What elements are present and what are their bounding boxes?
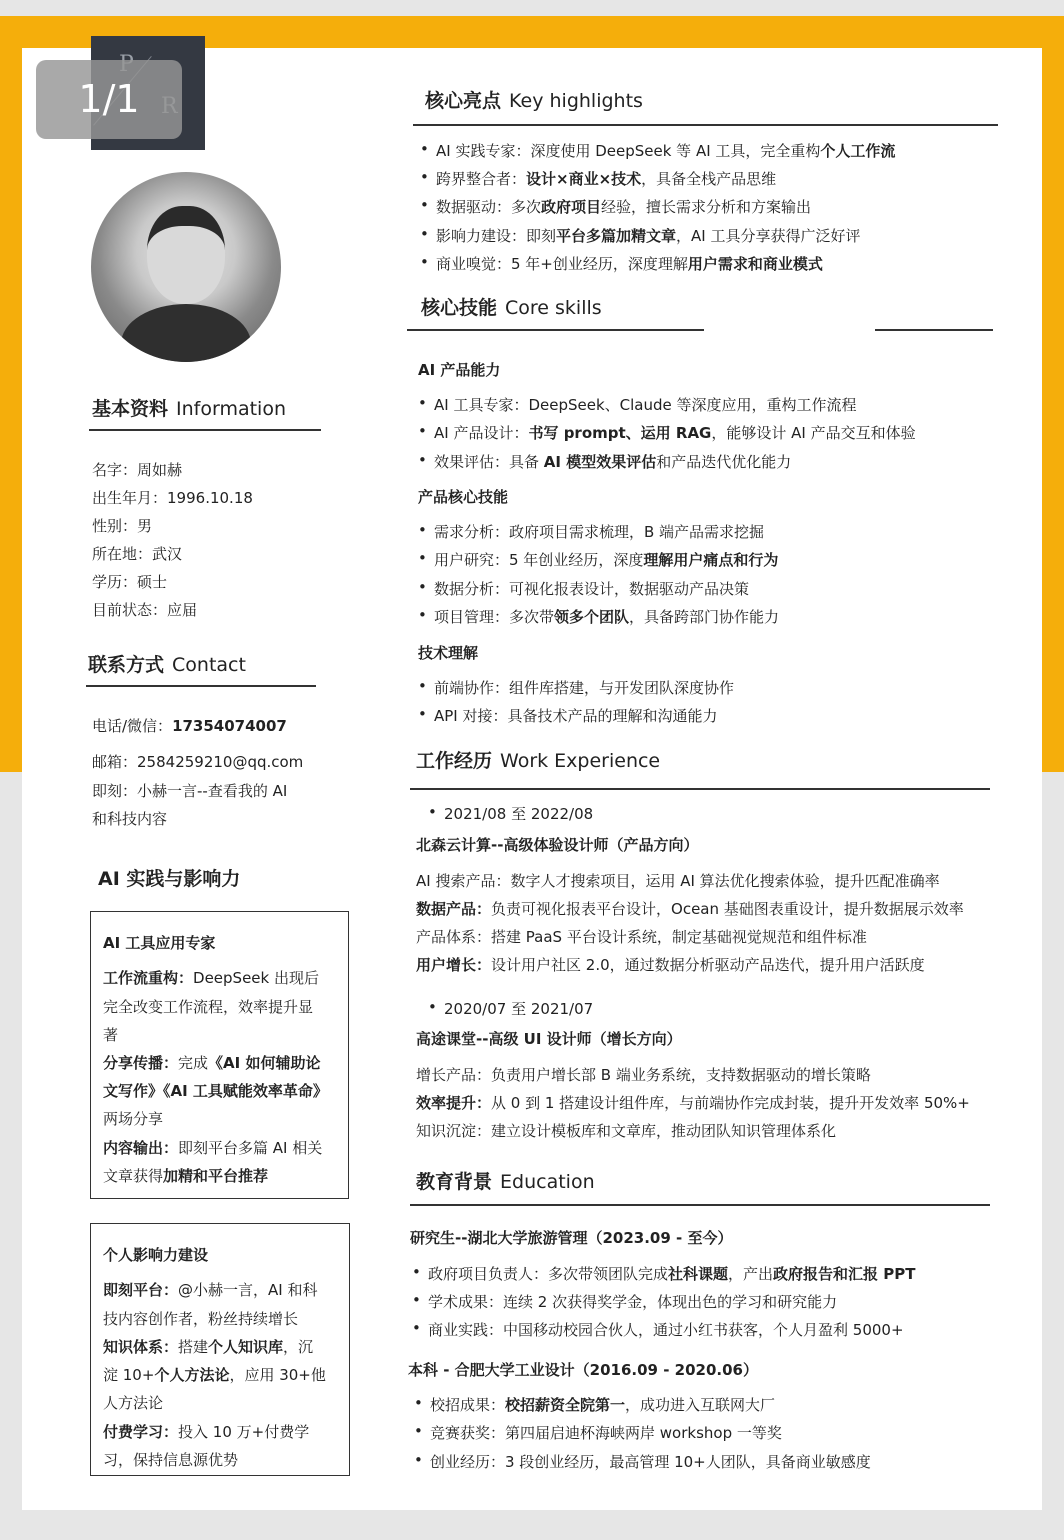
box1-line bbox=[103, 1052, 320, 1073]
info-label: 名字： bbox=[92, 461, 138, 479]
edu-emph: 社科课题 bbox=[668, 1265, 729, 1283]
skills-heading-en: Core skills bbox=[505, 297, 602, 319]
info-value: 1996.10.18 bbox=[167, 489, 253, 507]
skills-heading-zh: 核心技能 bbox=[421, 297, 498, 319]
skill-emph: 领多个团队 bbox=[554, 608, 630, 626]
job-title: 高途课堂--高级 UI 设计师（增长方向） bbox=[416, 1030, 682, 1048]
skill-group-title: AI 产品能力 bbox=[418, 361, 501, 379]
box1-text: 完成 bbox=[178, 1054, 209, 1072]
edu-title: 研究生--湖北大学旅游管理（2023.09 - 至今） bbox=[410, 1229, 733, 1247]
highlight-item bbox=[436, 253, 823, 274]
skills-heading bbox=[421, 293, 602, 320]
highlight-text: 商业嗅觉：5 年+创业经历，深度理解 bbox=[436, 255, 688, 273]
contact-jike-line1: 即刻：小赫一言--查看我的 AI bbox=[92, 782, 288, 800]
job-key: 用户增长： bbox=[416, 956, 492, 974]
box2-key: 付费学习： bbox=[103, 1423, 179, 1441]
highlight-emph: 平台多篇加精文章 bbox=[556, 227, 677, 245]
edu-emph: 政府报告和汇报 PPT bbox=[773, 1265, 916, 1283]
box1-emph: 加精和平台推荐 bbox=[163, 1167, 269, 1185]
phone-value: 17354074007 bbox=[172, 717, 287, 735]
edu-item bbox=[428, 1319, 904, 1340]
box1-key: 内容输出： bbox=[103, 1139, 179, 1157]
job-line bbox=[416, 1064, 871, 1085]
info-location bbox=[92, 543, 182, 564]
practice-heading: AI 实践与影响力 bbox=[98, 868, 241, 890]
edu-text: 校招成果： bbox=[430, 1396, 506, 1414]
info-birth bbox=[92, 487, 253, 508]
edu-item bbox=[428, 1291, 837, 1312]
edu-item bbox=[428, 1263, 916, 1284]
highlight-text: 数据驱动：多次 bbox=[436, 198, 542, 216]
skill-text: 前端协作：组件库搭建，与开发团队深度协作 bbox=[434, 679, 735, 697]
highlight-text: ，AI 工具分享获得广泛好评 bbox=[676, 227, 861, 245]
box1-key: 工作流重构： bbox=[103, 969, 194, 987]
job-text: 知识沉淀：建立设计模板库和文章库，推动团队知识管理体系化 bbox=[416, 1122, 837, 1140]
highlight-emph: 用户需求和商业模式 bbox=[687, 255, 823, 273]
highlight-emph: 政府项目 bbox=[541, 198, 602, 216]
skill-text: 用户研究：5 年创业经历，深度 bbox=[434, 551, 644, 569]
skill-emph: 理解用户痛点和行为 bbox=[643, 551, 779, 569]
edu-item bbox=[430, 1394, 775, 1415]
skills-rule-right bbox=[875, 329, 993, 331]
job-title: 北森云计算--高级体验设计师（产品方向） bbox=[416, 836, 699, 854]
contact-phone bbox=[92, 715, 287, 736]
edu-heading-en: Education bbox=[500, 1171, 595, 1193]
page-indicator: 1/1 bbox=[36, 60, 182, 139]
box2-line bbox=[103, 1336, 313, 1357]
box1-line bbox=[103, 967, 319, 988]
skill-item bbox=[434, 705, 718, 726]
contact-jike-line2: 和科技内容 bbox=[92, 810, 168, 828]
info-status bbox=[92, 599, 197, 620]
skill-text: ，能够设计 AI 产品交互和体验 bbox=[711, 424, 916, 442]
skill-emph: AI 模型效果评估 bbox=[543, 453, 657, 471]
job-period: • 2020/07 至 2021/07 bbox=[444, 998, 593, 1019]
edu-heading bbox=[416, 1167, 595, 1194]
skill-item bbox=[434, 578, 749, 599]
box1-line bbox=[103, 1080, 328, 1101]
box2-emph: 个人知识库 bbox=[208, 1338, 284, 1356]
job-text: AI 搜索产品：数字人才搜索项目，运用 AI 算法优化搜索体验，提升匹配准确率 bbox=[416, 872, 940, 890]
info-gender bbox=[92, 515, 152, 536]
box1-line bbox=[103, 1165, 268, 1186]
box2-line bbox=[103, 1279, 317, 1300]
info-label: 所在地： bbox=[92, 545, 153, 563]
contact-heading-zh: 联系方式 bbox=[88, 654, 165, 676]
edu-title: 本科 - 合肥大学工业设计（2016.09 - 2020.06） bbox=[408, 1361, 758, 1379]
skill-item bbox=[434, 677, 734, 698]
box1-line: 两场分享 bbox=[103, 1110, 164, 1128]
info-label: 出生年月： bbox=[92, 489, 168, 507]
info-rule bbox=[89, 429, 321, 431]
info-value: 男 bbox=[137, 517, 153, 535]
box2-line bbox=[103, 1421, 309, 1442]
skill-text: 项目管理：多次带 bbox=[434, 608, 555, 626]
job-line bbox=[416, 1120, 836, 1141]
job-period: • 2021/08 至 2022/08 bbox=[444, 803, 593, 824]
box2-key: 知识体系： bbox=[103, 1338, 179, 1356]
job-text: 负责可视化报表平台设计，Ocean 基础图表重设计，提升数据展示效率 bbox=[491, 900, 964, 918]
skills-rule-left bbox=[407, 329, 704, 331]
box2-text: ，应用 30+他 bbox=[229, 1366, 326, 1384]
job-line bbox=[416, 954, 925, 975]
highlight-emph: 个人工作流 bbox=[820, 142, 896, 160]
job-line bbox=[416, 870, 940, 891]
edu-text: 竞赛获奖：第四届启迪杯海峡两岸 workshop 一等奖 bbox=[430, 1424, 782, 1442]
skill-text: 数据分析：可视化报表设计，数据驱动产品决策 bbox=[434, 580, 750, 598]
edu-text: 学术成果：连续 2 次获得奖学金，体现出色的学习和研究能力 bbox=[428, 1293, 838, 1311]
skill-text: AI 工具专家：DeepSeek、Claude 等深度应用，重构工作流程 bbox=[434, 396, 857, 414]
highlights-heading-en: Key highlights bbox=[509, 90, 643, 112]
box1-title: AI 工具应用专家 bbox=[103, 934, 216, 952]
box2-emph: 个人方法论 bbox=[154, 1366, 230, 1384]
box1-text: 文章获得 bbox=[103, 1167, 164, 1185]
skill-item bbox=[434, 549, 778, 570]
highlight-text: 跨界整合者： bbox=[436, 170, 527, 188]
box2-text: 淀 10+ bbox=[103, 1366, 155, 1384]
highlight-item bbox=[436, 225, 861, 246]
info-degree bbox=[92, 571, 167, 592]
info-label: 性别： bbox=[92, 517, 138, 535]
avatar-body bbox=[121, 304, 251, 362]
info-value: 周如赫 bbox=[137, 461, 183, 479]
highlight-item bbox=[436, 196, 811, 217]
skill-text: 需求分析：政府项目需求梳理，B 端产品需求挖掘 bbox=[434, 523, 765, 541]
box1-line: 著 bbox=[103, 1026, 119, 1044]
job-text: 增长产品：负责用户增长部 B 端业务系统，支持数据驱动的增长策略 bbox=[416, 1066, 871, 1084]
highlight-text: 经验，擅长需求分析和方案输出 bbox=[601, 198, 812, 216]
box1-emph: 《AI 如何辅助论 bbox=[208, 1054, 321, 1072]
box1-text: 即刻平台多篇 AI 相关 bbox=[178, 1139, 323, 1157]
avatar-head bbox=[147, 206, 225, 304]
email-label: 邮箱： bbox=[92, 753, 138, 771]
edu-heading-zh: 教育背景 bbox=[416, 1171, 493, 1193]
job-key: 数据产品： bbox=[416, 900, 492, 918]
skill-text: ，具备跨部门协作能力 bbox=[629, 608, 780, 626]
edu-text: 商业实践：中国移动校园合伙人，通过小红书获客，个人月盈利 5000+ bbox=[428, 1321, 904, 1339]
box2-text: 搭建 bbox=[178, 1338, 209, 1356]
job-line bbox=[416, 898, 964, 919]
work-heading-en: Work Experience bbox=[500, 750, 661, 772]
box2-text: 投入 10 万+付费学 bbox=[178, 1423, 310, 1441]
job-text: 从 0 到 1 搭建设计组件库，与前端协作完成封装，提升开发效率 50%+ bbox=[491, 1094, 970, 1112]
email-value: 2584259210@qq.com bbox=[137, 753, 304, 771]
skill-item bbox=[434, 394, 857, 415]
info-name bbox=[92, 459, 182, 480]
highlight-item bbox=[436, 140, 895, 161]
info-heading-en: Information bbox=[176, 398, 286, 420]
skill-item bbox=[434, 606, 779, 627]
info-value: 武汉 bbox=[152, 545, 183, 563]
info-heading-zh: 基本资料 bbox=[92, 398, 169, 420]
info-value: 硕士 bbox=[137, 573, 168, 591]
info-heading bbox=[92, 394, 286, 421]
work-rule bbox=[410, 788, 990, 790]
job-line bbox=[416, 926, 867, 947]
box2-line: 技内容创作者，粉丝持续增长 bbox=[103, 1310, 299, 1328]
job-line bbox=[416, 1092, 970, 1113]
contact-email bbox=[92, 751, 303, 772]
box1-line: 完全改变工作流程，效率提升显 bbox=[103, 998, 314, 1016]
highlight-text: ，具备全栈产品思维 bbox=[641, 170, 777, 188]
avatar bbox=[91, 172, 281, 362]
edu-item bbox=[430, 1451, 871, 1472]
box2-line: 人方法论 bbox=[103, 1394, 164, 1412]
job-key: 效率提升： bbox=[416, 1094, 492, 1112]
edu-emph: 校招薪资全院第一 bbox=[505, 1396, 626, 1414]
edu-text: 政府项目负责人：多次带领团队完成 bbox=[428, 1265, 669, 1283]
skill-emph: 书写 prompt、运用 RAG bbox=[528, 424, 712, 442]
job-text: 设计用户社区 2.0，通过数据分析驱动产品迭代，提升用户活跃度 bbox=[491, 956, 925, 974]
skill-text: API 对接：具备技术产品的理解和沟通能力 bbox=[434, 707, 718, 725]
highlight-text: AI 实践专家：深度使用 DeepSeek 等 AI 工具，完全重构 bbox=[436, 142, 821, 160]
edu-rule bbox=[410, 1204, 990, 1206]
skill-item bbox=[434, 422, 916, 443]
box2-line: 习，保持信息源优势 bbox=[103, 1451, 239, 1469]
box2-line bbox=[103, 1364, 326, 1385]
skill-group-title: 技术理解 bbox=[418, 644, 479, 662]
edu-text: ，成功进入互联网大厂 bbox=[625, 1396, 776, 1414]
skill-item bbox=[434, 521, 764, 542]
box2-key: 即刻平台： bbox=[103, 1281, 179, 1299]
work-heading-zh: 工作经历 bbox=[416, 750, 493, 772]
box2-title: 个人影响力建设 bbox=[103, 1246, 209, 1264]
influence-box bbox=[90, 1223, 350, 1476]
skill-group-title: 产品核心技能 bbox=[418, 488, 509, 506]
job-text: 产品体系：搭建 PaaS 平台设计系统，制定基础视觉规范和组件标准 bbox=[416, 928, 867, 946]
box2-text: ，沉 bbox=[283, 1338, 314, 1356]
highlight-emph: 设计×商业×技术 bbox=[526, 170, 642, 188]
edu-text: 创业经历：3 段创业经历，最高管理 10+人团队，具备商业敏感度 bbox=[430, 1453, 871, 1471]
contact-heading bbox=[88, 650, 246, 677]
skill-text: 效果评估：具备 bbox=[434, 453, 544, 471]
edu-text: ，产出 bbox=[728, 1265, 774, 1283]
edu-item bbox=[430, 1422, 782, 1443]
info-value: 应届 bbox=[167, 601, 198, 619]
skill-text: 和产品迭代优化能力 bbox=[656, 453, 792, 471]
box2-text: @小赫一言，AI 和科 bbox=[178, 1281, 318, 1299]
skill-text: AI 产品设计： bbox=[434, 424, 529, 442]
box1-line bbox=[103, 1137, 322, 1158]
work-heading bbox=[416, 746, 660, 773]
phone-label: 电话/微信： bbox=[92, 717, 173, 735]
highlight-text: 影响力建设：即刻 bbox=[436, 227, 557, 245]
box1-emph: 文写作》《AI 工具赋能效率革命》 bbox=[103, 1082, 328, 1100]
highlights-rule bbox=[413, 124, 998, 126]
box1-key: 分享传播： bbox=[103, 1054, 179, 1072]
contact-rule bbox=[86, 685, 316, 687]
info-label: 目前状态： bbox=[92, 601, 168, 619]
box1-text: DeepSeek 出现后 bbox=[193, 969, 319, 987]
ai-tool-box bbox=[90, 911, 349, 1199]
highlight-item bbox=[436, 168, 776, 189]
highlights-heading-zh: 核心亮点 bbox=[425, 90, 502, 112]
highlights-heading bbox=[425, 86, 643, 113]
contact-heading-en: Contact bbox=[172, 654, 246, 676]
skill-item bbox=[434, 451, 791, 472]
info-label: 学历： bbox=[92, 573, 138, 591]
